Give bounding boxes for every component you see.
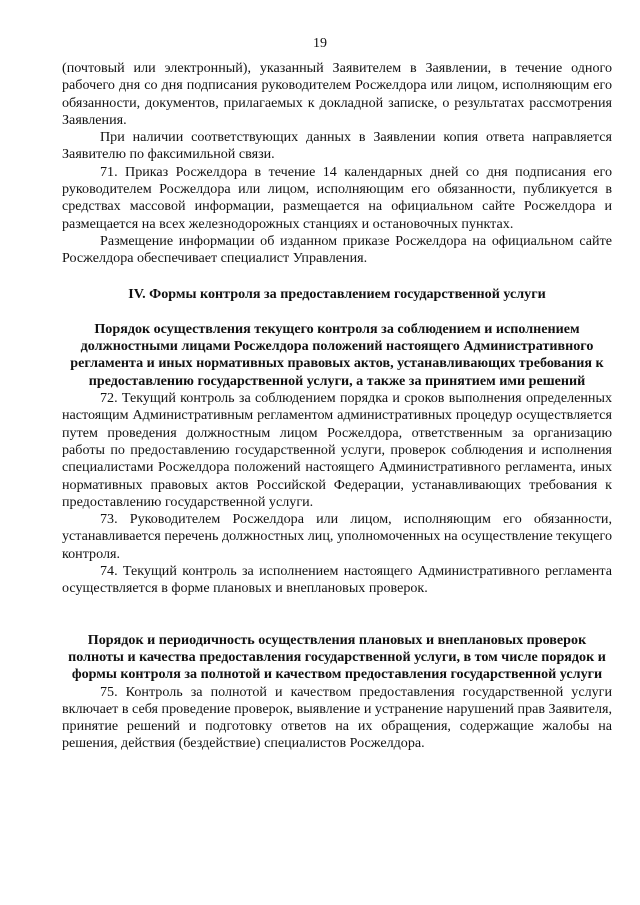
paragraph-73: 73. Руководителем Росжелдора или лицом, исполняющим его обязанности, устанавливается перечень должностных лиц, уполномоченных на осуществление текущего контроля. [62, 511, 612, 562]
paragraph-75: 75. Контроль за полнотой и качеством предоставления государственной услуги включает в себя проведение проверок, выявление и устранение нарушений прав Заявителя, принятие решений и подготовку ответов на их обращения, содержащие жалобы на решения, действия (бездействие) специалистов Росжелдора. [62, 683, 612, 752]
document-body [62, 60, 612, 753]
section-heading-iv: IV. Формы контроля за предоставлением государственной услуги [128, 285, 546, 302]
paragraph-72: 72. Текущий контроль за соблюдением порядка и сроков выполнения определенных настоящим Административным регламентом административных процедур осуществляется путем проведения должностным лицом Росжелдора, ответственным за организацию работы по предоставлению государственной услуги, проверок соблюдения и исполнения специалистами Росжелдора положений настоящего Административного регламента, иных нормативных правовых актов Российской Федерации, устанавливающих требования к предоставлению государственной услуги. [62, 390, 612, 510]
paragraph-fax-copy: При наличии соответствующих данных в Заявлении копия ответа направляется Заявителю по факсимильной связи. [62, 129, 612, 163]
subheading-inspections: Порядок и периодичность осуществления плановых и внеплановых проверок полноты и качества предоставления государственной услуги, в том числе порядок и формы контроля за полнотой и качеством предоставления государственной услуги [68, 631, 606, 683]
page-number: 19 [313, 36, 327, 51]
paragraph-71: 71. Приказ Росжелдора в течение 14 календарных дней со дня подписания его руководителем Росжелдора или лицом, исполняющим его обязанности, публикуется в средствах массовой информации, размещается на официальном сайте Росжелдора и размещается на всех железнодорожных станциях и остановочных пунктах. [62, 163, 612, 232]
paragraph-continuation: (почтовый или электронный), указанный Заявителем в Заявлении, в течение одного рабочего дня со дня подписания руководителем Росжелдора или лицом, исполняющим его обязанности, документов, прилагаемых к докладной записке, о результатах рассмотрения Заявления. [62, 60, 612, 128]
paragraph-74: 74. Текущий контроль за исполнением настоящего Административного регламента осуществляется в форме плановых и внеплановых проверок. [62, 563, 612, 597]
subheading-current-control: Порядок осуществления текущего контроля за соблюдением и исполнением должностными лицами Росжелдора положений настоящего Административного регламента и иных нормативных правовых актов, устанавливающих требования к предоставлению государственной услуги, а также за принятием ими решений [70, 320, 604, 389]
paragraph-info-placement: Размещение информации об изданном приказе Росжелдора на официальном сайте Росжелдора обеспечивает специалист Управления. [62, 232, 612, 267]
